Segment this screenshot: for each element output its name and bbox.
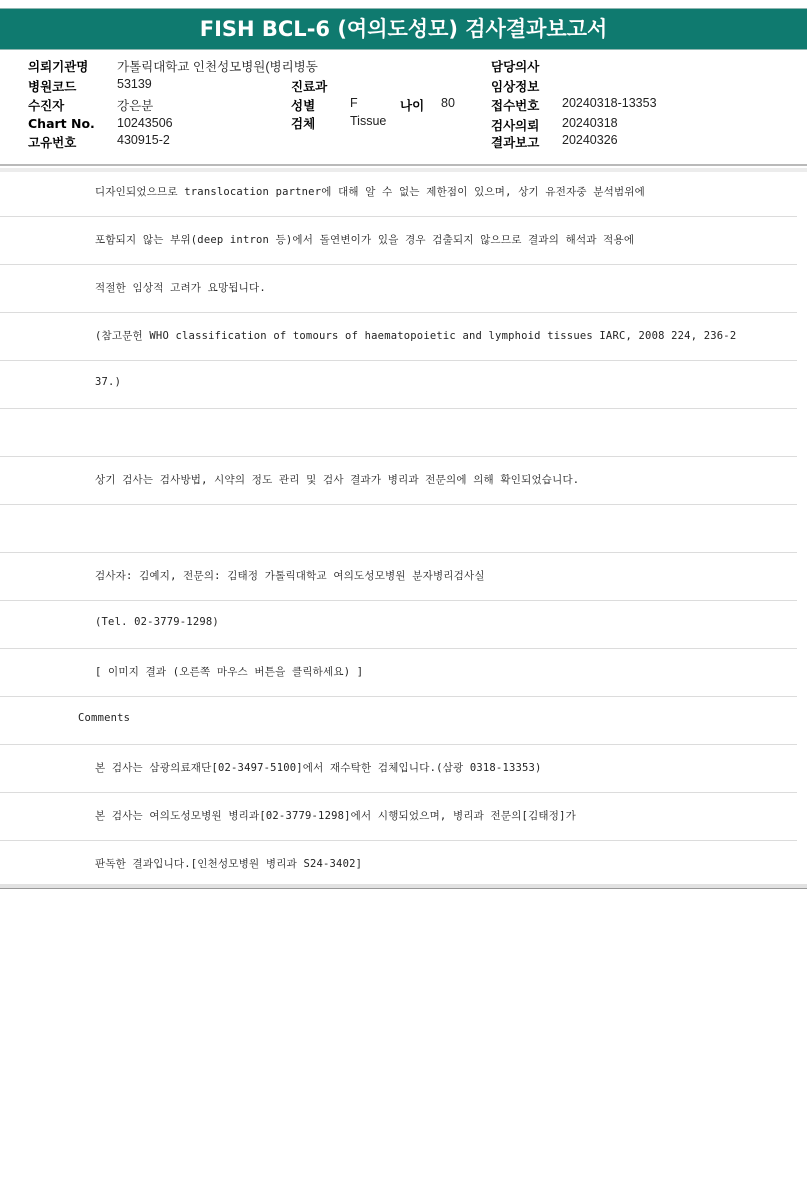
report-title: FISH BCL-6 (여의도성모) 검사결과보고서 <box>199 17 608 41</box>
report-line <box>0 744 797 793</box>
report-line-text: 포함되지 않는 부위(deep intron 등)에서 돌연변이가 있을 경우 검출되지 않으므로 결과의 해석과 적용에 <box>95 234 635 246</box>
report-line <box>0 504 797 553</box>
test-request-label: 검사의뢰 <box>491 118 540 133</box>
requesting-institution-label: 의뢰기관명 <box>28 59 89 74</box>
chart-no-value: 10243506 <box>117 116 173 130</box>
unique-no-value: 430915-2 <box>117 133 170 147</box>
report-line-text: (Tel. 02-3779-1298) <box>95 616 219 628</box>
report-line <box>0 840 797 889</box>
clinical-info-label: 임상정보 <box>491 79 540 94</box>
age-value: 80 <box>441 96 455 110</box>
requesting-institution-value: 가톨릭대학교 인천성모병원(병리병동 <box>117 60 318 74</box>
image-result-line[interactable] <box>0 648 797 697</box>
report-line <box>0 792 797 841</box>
specimen-label: 검체 <box>291 116 316 131</box>
report-line-text: 본 검사는 여의도성모병원 병리과[02-3779-1298]에서 시행되었으며, 병리과 전문의[김태정]가 <box>95 810 576 822</box>
report-line <box>0 168 797 217</box>
report-line-text: (참고문헌 WHO classification of tomours of haematopoietic and lymphoid tissues IARC, 2008 224, 236-2 <box>95 330 737 342</box>
report-line-text: 상기 검사는 검사방법, 시약의 정도 관리 및 검사 결과가 병리과 전문의에 의해 확인되었습니다. <box>95 474 580 486</box>
sex-value: F <box>350 96 358 110</box>
report-title-bar <box>0 8 807 50</box>
report-line-text: 판독한 결과입니다.[인천성모병원 병리과 S24-3402] <box>95 858 363 870</box>
sex-label: 성별 <box>291 98 316 113</box>
comments-heading-row <box>0 696 797 745</box>
report-line-text: 37.) <box>95 376 122 388</box>
report-line <box>0 216 797 265</box>
report-line <box>0 408 797 457</box>
patient-value: 강은분 <box>117 99 154 113</box>
test-request-value: 20240318 <box>562 116 618 130</box>
unique-no-label: 고유번호 <box>28 135 77 150</box>
report-line-text: 본 검사는 삼광의료재단[02-3497-5100]에서 재수탁한 검체입니다.(삼광 0318-13353) <box>95 762 542 774</box>
patient-info-panel <box>0 50 807 166</box>
receipt-no-value: 20240318-13353 <box>562 96 657 110</box>
chart-no-label: Chart No. <box>28 116 95 131</box>
report-line <box>0 600 797 649</box>
receipt-no-label: 접수번호 <box>491 98 540 113</box>
age-label: 나이 <box>400 98 425 113</box>
specimen-value: Tissue <box>350 114 387 128</box>
patient-label: 수진자 <box>28 98 65 113</box>
report-bottom-divider <box>0 884 807 889</box>
result-report-value: 20240326 <box>562 133 618 147</box>
report-line-text: 디자인되었으므로 translocation partner에 대해 알 수 없는 제한점이 있으며, 상기 유전자중 분석범위에 <box>95 186 646 198</box>
report-line <box>0 456 797 505</box>
report-line-text: 적절한 임상적 고려가 요망됩니다. <box>95 282 266 294</box>
report-line <box>0 360 797 409</box>
image-result-link[interactable]: [ 이미지 결과 (오른쪽 마우스 버튼을 클릭하세요) ] <box>95 666 364 678</box>
hospital-code-value: 53139 <box>117 77 152 91</box>
department-label: 진료과 <box>291 79 328 94</box>
info-divider <box>0 164 807 166</box>
comments-heading: Comments <box>78 712 131 724</box>
report-line-text: 검사자: 김예지, 전문의: 김태정 가톨릭대학교 여의도성모병원 분자병리검사실 <box>95 570 485 582</box>
report-line <box>0 312 797 361</box>
report-line <box>0 264 797 313</box>
result-report-label: 결과보고 <box>491 135 540 150</box>
report-line <box>0 552 797 601</box>
hospital-code-label: 병원코드 <box>28 79 77 94</box>
doctor-label: 담당의사 <box>491 59 540 74</box>
